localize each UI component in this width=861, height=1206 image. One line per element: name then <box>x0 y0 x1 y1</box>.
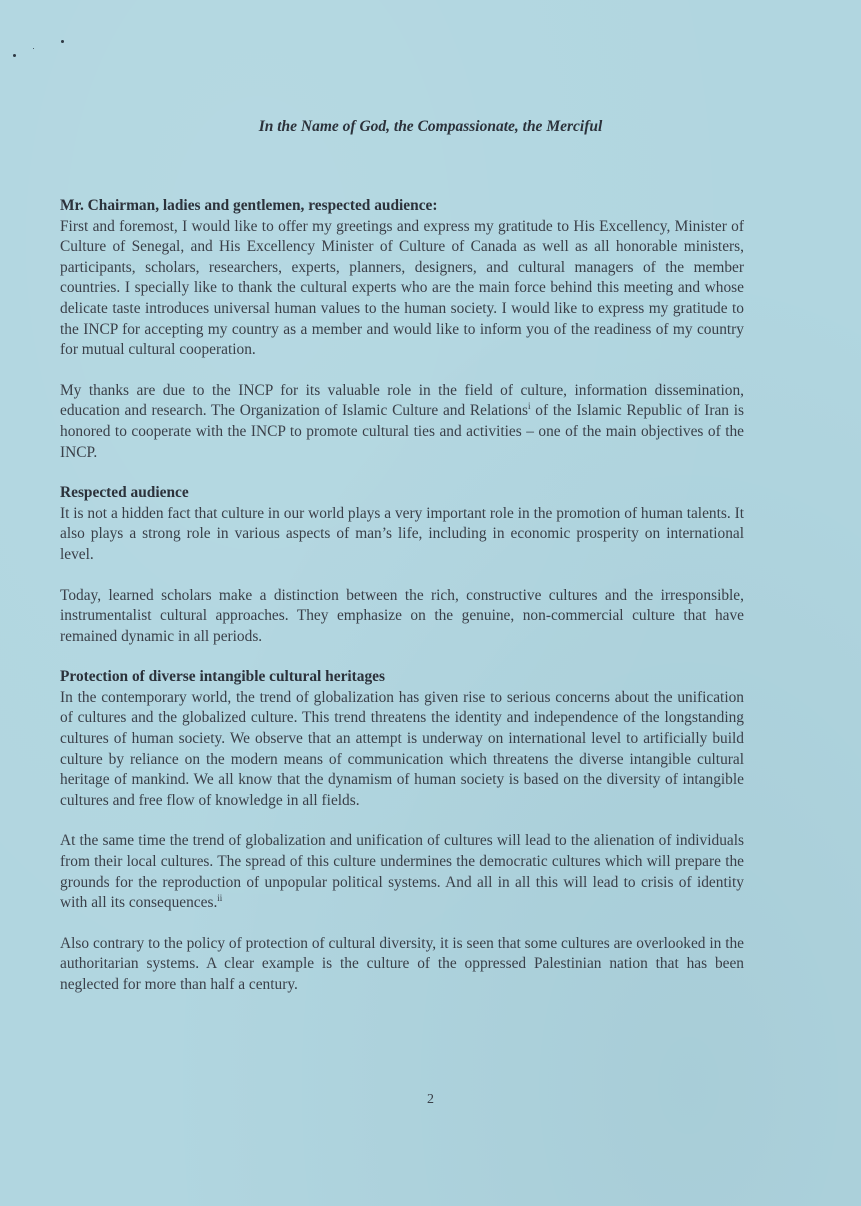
paragraph-culture-role: It is not a hidden fact that culture in our world plays a very important role in the promotion of human talents. It also plays a strong role in various aspects of man’s life, including in economic prosperity on international level. <box>60 504 744 563</box>
section-title-respected-audience: Respected audience <box>60 484 189 502</box>
footnote-mark: i <box>528 401 531 412</box>
footnote-mark: ii <box>217 893 223 904</box>
scan-speck <box>61 40 64 43</box>
invocation-heading: In the Name of God, the Compassionate, the Merciful <box>258 118 603 135</box>
scan-speck <box>33 48 34 49</box>
paragraph-palestinian-culture: Also contrary to the policy of protection of cultural diversity, it is seen that some cultures are overlooked in the authoritarian systems. A clear example is the culture of the oppressed Palestinian nation that has been neglected for more than half a century. <box>60 934 744 993</box>
paragraph-globalization: In the contemporary world, the trend of globalization has given rise to serious concerns about the unification of cultures and the globalized culture. This trend threatens the identity and independence of the longstanding cultures of human society. We observe that an attempt is underway on international level to artificially build culture by reliance on the modern means of communication which threatens the diverse intangible cultural heritage of mankind. We all know that the dynamism of human society is based on the diversity of intangible cultures and free flow of knowledge in all fields. <box>60 688 744 809</box>
section-title-chairman: Mr. Chairman, ladies and gentlemen, respected audience: <box>60 197 438 214</box>
page-number: 2 <box>427 1092 434 1107</box>
paragraph-greetings: First and foremost, I would like to offer my greetings and express my gratitude to His Excellency, Minister of Culture of Senegal, and His Excellency Minister of Culture of Canada as well as all honorable ministers, participants, scholars, researchers, experts, planners, designers, and cultural managers of the member countries. I specially like to thank the cultural experts who are the main force behind this meeting and whose delicate taste introduces universal human values to the human society. I would like to express my gratitude to the INCP for accepting my country as a member and would like to inform you of the readiness of my country for mutual cultural cooperation. <box>60 217 744 359</box>
paragraph-scholars-distinction: Today, learned scholars make a distinction between the rich, constructive cultures and the irresponsible, instrumentalist cultural approaches. They emphasize on the genuine, non-commercial culture that have remained dynamic in all periods. <box>60 586 744 645</box>
document-body <box>60 196 744 996</box>
paragraph-alienation: At the same time the trend of globalization and unification of cultures will lead to the alienation of individuals from their local cultures. The spread of this culture undermines the democratic cultures which will prepare the grounds for the reproduction of unpopular political systems. And all in all this will lead to crisis of identity with all its consequences.$^{ii}$ <box>60 832 744 912</box>
paragraph-thanks-incp: My thanks are due to the INCP for its valuable role in the field of culture, information dissemination, education and research. The Organization of Islamic Culture and Relations$^i$ of the Islamic Republic of Iran is honored to cooperate with the INCP to promote cultural ties and activities – one of the main objectives of the INCP. <box>60 381 744 461</box>
section-title-protection: Protection of diverse intangible cultural heritages <box>60 668 386 686</box>
scan-speck <box>13 54 16 57</box>
